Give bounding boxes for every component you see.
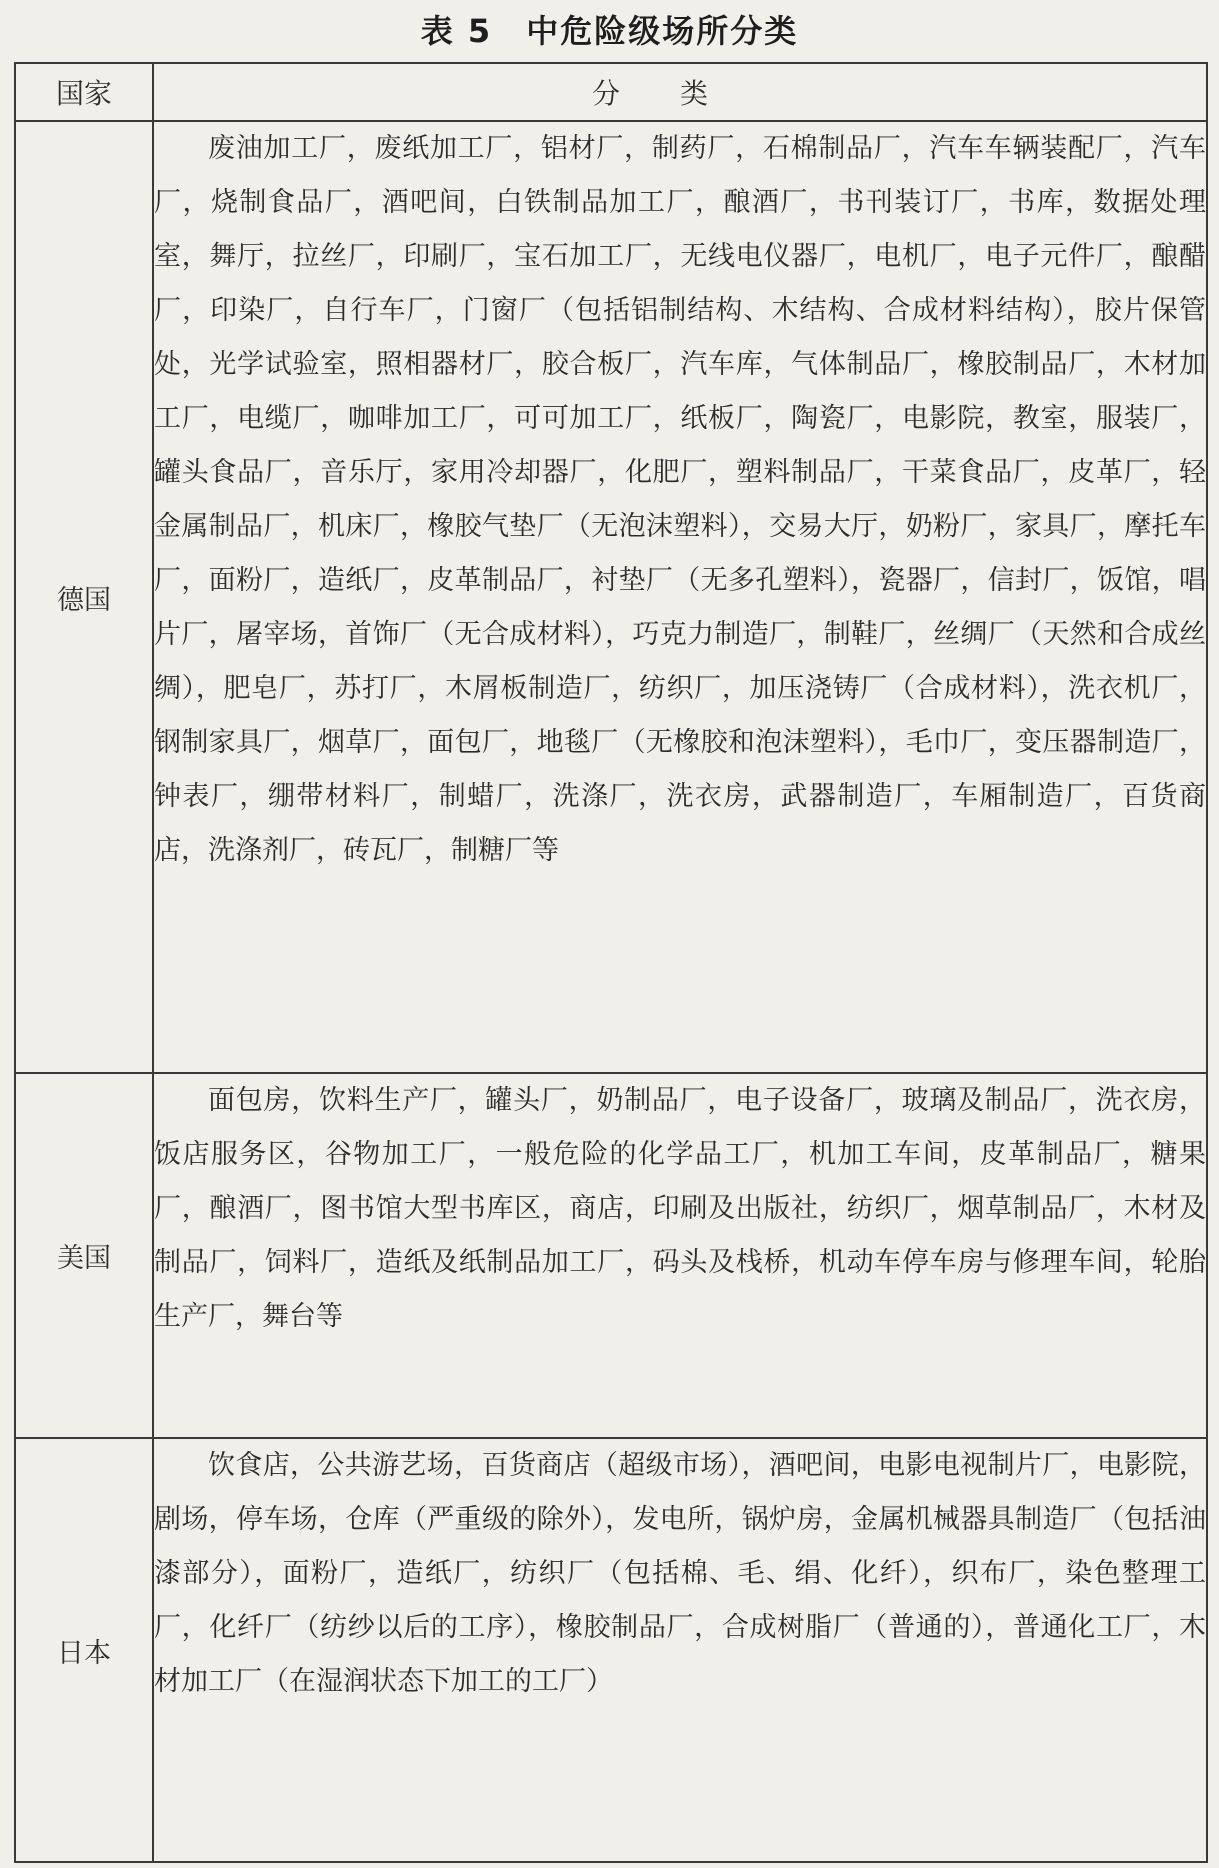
classification-text: 废油加工厂，废纸加工厂，铝材厂，制药厂，石棉制品厂，汽车车辆装配厂，汽车厂，烧制食品厂，酒吧间，白铁制品加工厂，酿酒厂，书刊装订厂，书库，数据处理室，舞厅，拉丝厂，印刷厂，宝石加工厂，无线电仪器厂，电机厂，电子元件厂，酿醋厂，印染厂，自行车厂，门窗厂（包括铝制结构、木结构、合成材料结构），胶片保管处，光学试验室，照相器材厂，胶合板厂，汽车库，气体制品厂，橡胶制品厂，木材加工厂，电缆厂，咖啡加工厂，可可加工厂，纸板厂，陶瓷厂，电影院，教室，服装厂，罐头食品厂，音乐厅，家用冷却器厂，化肥厂，塑料制品厂，干菜食品厂，皮革厂，轻金属制品厂，机床厂，橡胶气垫厂（无泡沫塑料），交易大厅，奶粉厂，家具厂，摩托车厂，面粉厂，造纸厂，皮革制品厂，衬垫厂（无多孔塑料），瓷器厂，信封厂，饭馆，唱片厂，屠宰场，首饰厂（无合成材料），巧克力制造厂，制鞋厂，丝绸厂（天然和合成丝绸），肥皂厂，苏打厂，木屑板制造厂，纺织厂，加压浇铸厂（合成材料），洗衣机厂，钢制家具厂，烟草厂，面包厂，地毯厂（无橡胶和泡沫塑料），毛巾厂，变压器制造厂，钟表厂，绷带材料厂，制蜡厂，洗涤厂，洗衣房，武器制造厂，车厢制造厂，百货商店，洗涤剂厂，砖瓦厂，制糖厂等 <box>154 133 1206 866</box>
classification-cell <box>153 121 1207 1073</box>
table-row <box>15 121 1207 1073</box>
table-row <box>15 1073 1207 1438</box>
header-country: 国家 <box>15 63 153 121</box>
country-cell: 德国 <box>15 121 153 1073</box>
country-cell: 美国 <box>15 1073 153 1438</box>
classification-text: 饮食店，公共游艺场，百货商店（超级市场），酒吧间，电影电视制片厂，电影院，剧场，停车场，仓库（严重级的除外），发电所，锅炉房，金属机械器具制造厂（包括油漆部分），面粉厂，造纸厂，纺织厂（包括棉、毛、绢、化纤），织布厂，染色整理工厂，化纤厂（纺纱以后的工序），橡胶制品厂，合成树脂厂（普通的），普通化工厂，木材加工厂（在湿润状态下加工的工厂） <box>154 1450 1206 1697</box>
classification-cell <box>153 1438 1207 1862</box>
classification-text: 面包房，饮料生产厂，罐头厂，奶制品厂，电子设备厂，玻璃及制品厂，洗衣房，饭店服务区，谷物加工厂，一般危险的化学品工厂，机加工车间，皮革制品厂，糖果厂，酿酒厂，图书馆大型书库区，商店，印刷及出版社，纺织厂，烟草制品厂，木材及制品厂，饲料厂，造纸及纸制品加工厂，码头及栈桥，机动车停车房与修理车间，轮胎生产厂，舞台等 <box>154 1085 1206 1332</box>
table-row <box>15 1438 1207 1862</box>
table-title: 表 5 中危险级场所分类 <box>420 12 799 50</box>
country-cell: 日本 <box>15 1438 153 1862</box>
table-header-row <box>15 63 1207 121</box>
header-classification: 分类 <box>153 63 1207 121</box>
classification-table <box>14 62 1208 1863</box>
classification-cell <box>153 1073 1207 1438</box>
